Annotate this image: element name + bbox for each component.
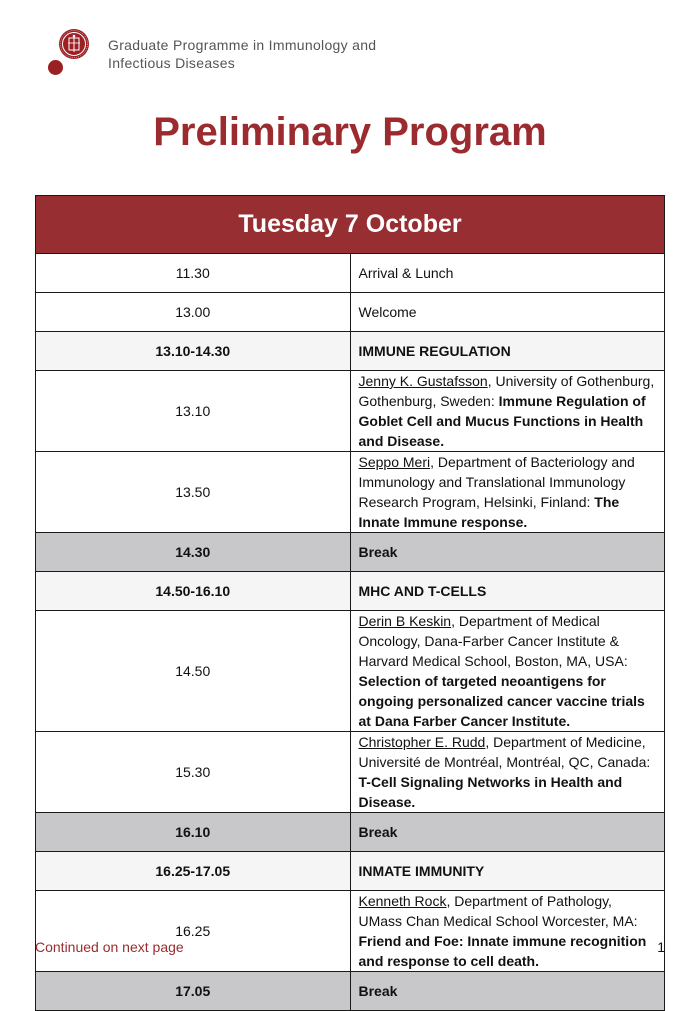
time-cell: 11.30	[36, 254, 351, 293]
break-label: Break	[350, 972, 665, 1011]
break-row	[36, 813, 665, 852]
program-table	[35, 195, 665, 1011]
time-cell: 13.50	[36, 452, 351, 533]
continued-note: Continued on next page	[35, 939, 184, 955]
session-title-cell: IMMUNE REGULATION	[350, 332, 665, 371]
speaker-affiliation: , Department of Bacteriology and Immunology and Translational Immunology Research Program, Helsinki, Finland:	[358, 454, 635, 510]
speaker-name: Kenneth Rock	[358, 893, 447, 909]
time-cell: 14.30	[36, 533, 351, 572]
talk-title: Friend and Foe: Innate immune recognition and response to cell death.	[358, 933, 647, 969]
session-title-cell: MHC AND T-CELLS	[350, 572, 665, 611]
break-label: Break	[350, 533, 665, 572]
break-row	[36, 533, 665, 572]
university-seal-icon	[58, 28, 90, 60]
time-cell: 17.05	[36, 972, 351, 1011]
talk-row	[36, 732, 665, 813]
talk-cell	[350, 611, 665, 732]
break-label: Break	[350, 813, 665, 852]
talk-title: The Innate Immune response.	[358, 494, 620, 530]
logo-dot	[48, 60, 63, 75]
page-title: Preliminary Program	[153, 110, 547, 154]
session-row	[36, 852, 665, 891]
time-cell: 13.00	[36, 293, 351, 332]
talk-cell	[350, 732, 665, 813]
session-time-cell: 13.10-14.30	[36, 332, 351, 371]
speaker-name: Seppo Meri	[358, 454, 431, 470]
talk-row	[36, 611, 665, 732]
talk-title: Selection of targeted neoantigens for ongoing personalized cancer vaccine trials at Dana Farber Cancer Institute.	[358, 673, 645, 729]
speaker-affiliation: , Department of Pathology, UMass Chan Medical School Worcester, MA:	[358, 893, 638, 929]
talk-cell	[350, 371, 665, 452]
speaker-name: Jenny K. Gustafsson	[358, 373, 488, 389]
time-cell: 16.25	[36, 891, 351, 972]
speaker-affiliation: , Department of Medicine, Université de Montréal, Montréal, QC, Canada:	[358, 734, 651, 770]
time-cell: 16.10	[36, 813, 351, 852]
day-heading: Tuesday 7 October	[36, 196, 665, 254]
session-time-cell: 14.50-16.10	[36, 572, 351, 611]
speaker-affiliation: , Department of Medical Oncology, Dana-Farber Cancer Institute & Harvard Medical School, Boston, MA, USA:	[358, 613, 628, 669]
session-time-cell: 16.25-17.05	[36, 852, 351, 891]
day-header-row	[36, 196, 665, 254]
talk-title: Immune Regulation of Goblet Cell and Mucus Functions in Health and Disease.	[358, 393, 646, 449]
session-row	[36, 332, 665, 371]
talk-title: T-Cell Signaling Networks in Health and Disease.	[358, 774, 623, 810]
session-title-cell: INMATE IMMUNITY	[350, 852, 665, 891]
time-cell: 14.50	[36, 611, 351, 732]
description-cell: Arrival & Lunch	[350, 254, 665, 293]
talk-row	[36, 891, 665, 972]
page-number: 1	[657, 939, 665, 955]
time-cell: 15.30	[36, 732, 351, 813]
speaker-name: Christopher E. Rudd	[358, 734, 486, 750]
page-header	[46, 28, 446, 78]
talk-cell	[350, 891, 665, 972]
speaker-affiliation: , University of Gothenburg, Gothenburg, Sweden:	[358, 373, 655, 409]
speaker-name: Derin B Keskin	[358, 613, 452, 629]
talk-row	[36, 452, 665, 533]
talk-cell	[350, 452, 665, 533]
program-row	[36, 293, 665, 332]
time-cell: 13.10	[36, 371, 351, 452]
break-row	[36, 972, 665, 1011]
organization-name: Graduate Programme in Immunology and Infectious Diseases	[108, 37, 377, 71]
program-row	[36, 254, 665, 293]
description-cell: Welcome	[350, 293, 665, 332]
session-row	[36, 572, 665, 611]
talk-row	[36, 371, 665, 452]
